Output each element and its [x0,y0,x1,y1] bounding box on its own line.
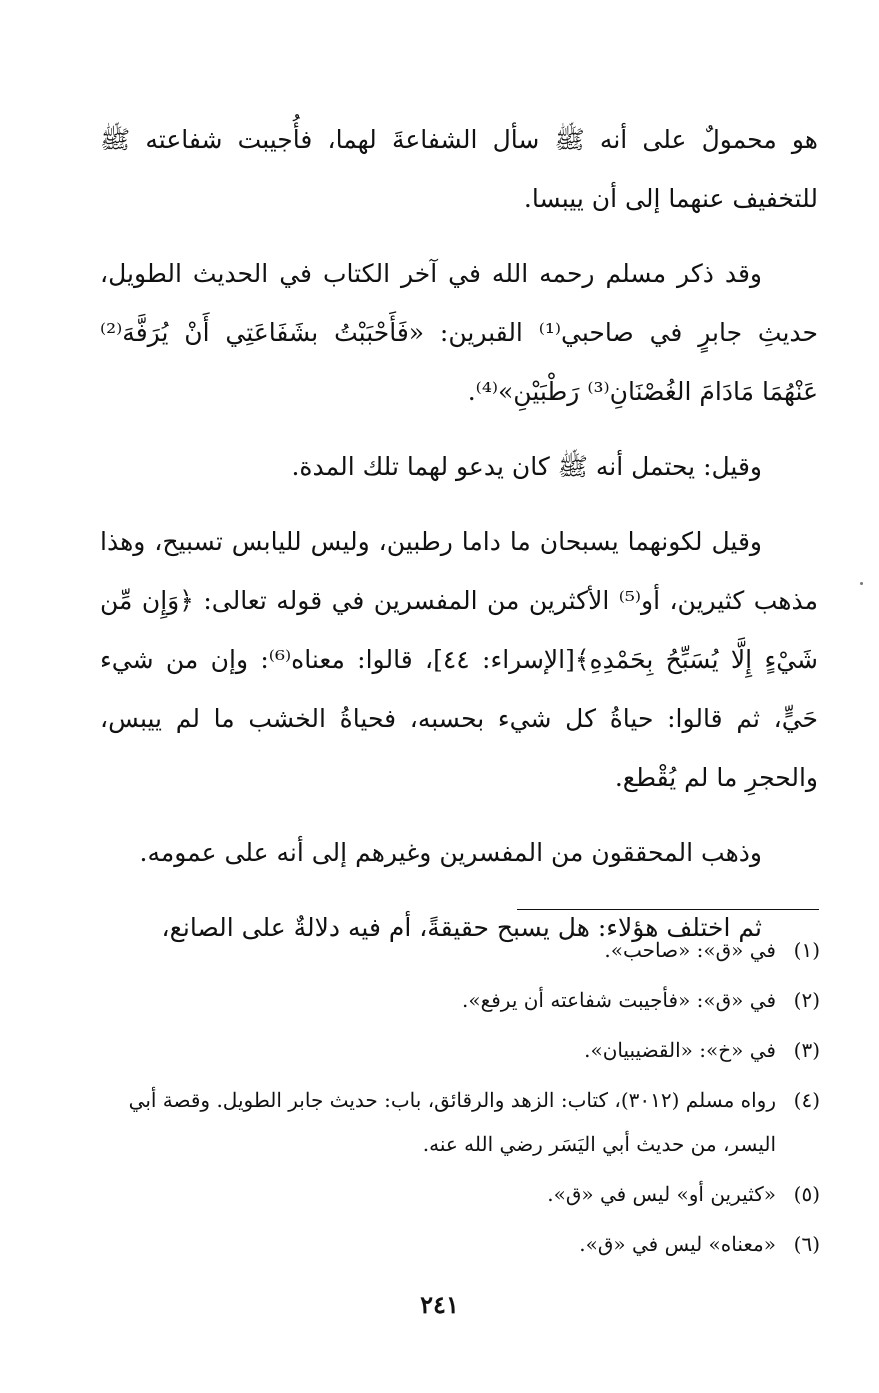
scan-speck [860,582,863,585]
footnote-text: في «ق»: «فأجيبت شفاعته أن يرفع». [461,988,776,1012]
footnote-separator [517,909,819,910]
footnote-item [100,928,820,972]
footnote-text: في «ق»: «صاحب». [604,938,776,962]
footnote-text: رواه مسلم (٣٠١٢)، كتاب: الزهد والرقائق، باب: حديث جابر الطويل. وقصة أبي اليسر، من حديث أبي اليَسَر رضي الله عنه. [128,1088,776,1156]
footnote-number: (٥) [793,1182,820,1206]
footnote-item [100,978,820,1022]
footnote-item [100,1028,820,1072]
footnote-text: «معناه» ليس في «ق». [579,1232,776,1256]
paragraph-6: ثم اختلف هؤلاء: هل يسبح حقيقةً، أم فيه دلالةٌ على الصانع، [161,913,762,942]
paragraph-3: وقيل: يحتمل أنه ﷺ كان يدعو لهما تلك المدة. [291,452,762,481]
main-text [100,110,818,973]
footnote-text: في «خ»: «القضيبيان». [584,1038,776,1062]
footnote-item [100,1222,820,1266]
footnote-number: (٣) [793,1038,820,1062]
footnote-number: (٢) [793,988,820,1012]
paragraph-1: هو محمولٌ على أنه ﷺ سأل الشفاعةَ لهما، فأُجيبت شفاعته ﷺ للتخفيف عنهما إلى أن ييبسا. [100,125,818,213]
paragraph-2: وقد ذكر مسلم رحمه الله في آخر الكتاب في الحديث الطويل، حديثِ جابرٍ في صاحبي⁽¹⁾ القبرين: «فَأَحْبَبْتُ بشَفَاعَتِي أَنْ يُرَفَّهَ⁽²⁾ عَنْهُمَا مَادَامَ الغُصْنَانِ⁽³⁾ رَطْبَيْنِ»⁽⁴⁾. [100,259,818,406]
footnote-item [100,1172,820,1216]
footnote-item [100,1078,820,1166]
paragraph-4: وقيل لكونهما يسبحان ما داما رطبين، وليس لليابس تسبيح، وهذا مذهب كثيرين، أو⁽⁵⁾ الأكثرين من المفسرين في قوله تعالى: ﴿وَإِن مِّن شَيْءٍ إِلَّا يُسَبِّحُ بِحَمْدِهِ﴾[الإسراء: ٤٤]، قالوا: معناه⁽⁶⁾: وإن من شيء حَيٍّ، ثم قالوا: حياةُ كل شيء بحسبه، فحياةُ الخشب ما لم ييبس، والحجرِ ما لم يُقْطع. [100,527,819,792]
footnotes [100,928,820,1272]
footnote-text: «كثيرين أو» ليس في «ق». [547,1182,776,1206]
footnote-number: (١) [793,938,820,962]
footnote-number: (٦) [793,1232,820,1256]
paragraph-5: وذهب المحققون من المفسرين وغيرهم إلى أنه على عمومه. [139,838,762,867]
footnote-number: (٤) [793,1088,820,1112]
page-number: ٢٤١ [420,1290,459,1319]
